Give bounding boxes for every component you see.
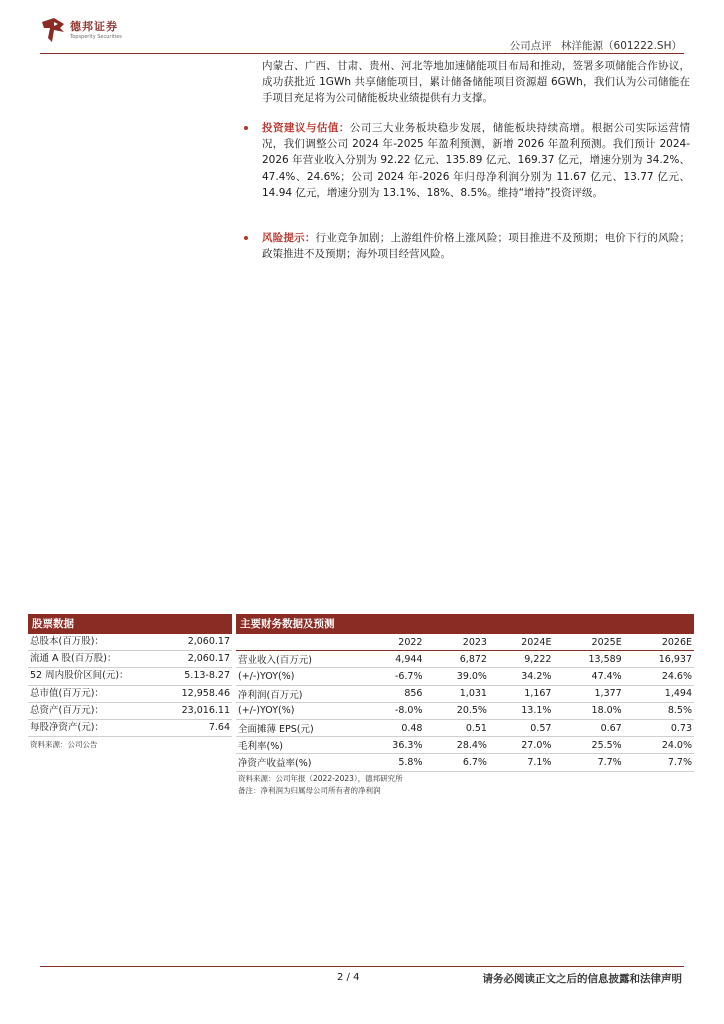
table-cell: 7.7% <box>624 754 694 771</box>
table-row-label: 全面摊薄 EPS(元) <box>236 719 360 736</box>
stock-row-value: 2,060.17 <box>187 636 230 647</box>
risk-warning-text: 行业竞争加剧；上游组件价格上涨风险；项目推进不及预期；电价下行的风险；政策推进不及预期；海外项目经营风险。 <box>262 232 691 261</box>
table-row <box>236 668 694 685</box>
table-cell: 28.4% <box>424 737 488 754</box>
stock-row <box>28 703 232 720</box>
table-row <box>236 754 694 771</box>
table-row <box>236 702 694 719</box>
table-cell: 1,494 <box>624 685 694 702</box>
table-cell: 13,589 <box>553 651 623 668</box>
financial-forecast-title: 主要财务数据及预测 <box>236 614 694 634</box>
report-type: 公司点评 <box>509 40 552 52</box>
company-logo <box>40 16 150 50</box>
table-cell: 24.0% <box>624 737 694 754</box>
stock-row-value: 7.64 <box>208 721 230 733</box>
footer-divider <box>40 966 684 967</box>
table-cell: 8.5% <box>624 702 694 719</box>
stock-row <box>28 668 232 685</box>
intro-paragraph: 内蒙古、广西、甘肃、贵州、河北等地加速储能项目布局和推动，签署多项储能合作协议，成功获批近 1GWh 共享储能项目，累计储备储能项目资源超 6GWh，我们认为公司储能在手项目充足将为公司储能板块业绩提供有力支撑。 <box>262 60 690 105</box>
table-cell: 0.51 <box>424 719 488 736</box>
table-cell: 0.73 <box>624 719 694 736</box>
table-cell: 1,377 <box>553 685 623 702</box>
table-header-cell: 2022 <box>360 634 424 651</box>
stock-row <box>28 634 232 651</box>
table-cell: 24.6% <box>624 668 694 685</box>
table-cell: 27.0% <box>489 737 553 754</box>
stock-data-panel <box>28 614 232 750</box>
table-cell: 25.5% <box>553 737 623 754</box>
stock-row <box>28 651 232 668</box>
investment-advice-title: 投资建议与估值： <box>262 122 350 134</box>
company-name: 林洋能源（601222.SH） <box>561 40 682 52</box>
logo-text-en: Topsperity Securities <box>70 34 122 40</box>
table-cell: 39.0% <box>424 668 488 685</box>
table-cell: 1,167 <box>489 685 553 702</box>
investment-advice-text: 公司三大业务板块稳步发展，储能板块持续高增。根据公司实际运营情况，我们调整公司 2024 年-2025 年盈利预测，新增 2026 年盈利预测。我们预计 2024-2026 年营业收入分别为 92.22 亿元、135.89 亿元、169.37 亿元，增速分别为 34.2%、47.4%、24.6%；公司 2024 年-2026 年归母净利润分别为 11.67 亿元、13.77 亿元、14.94 亿元，增速分别为 13.1%、18%、8.5%。维持“增持”投资评级。 <box>262 122 691 199</box>
table-header-cell: 2026E <box>624 634 694 651</box>
investment-advice-section <box>244 120 690 201</box>
table-cell: 0.57 <box>489 719 553 736</box>
bullet-icon <box>244 236 248 240</box>
table-header-cell: 2024E <box>489 634 553 651</box>
table-header-cell <box>236 634 360 651</box>
table-header-row <box>236 634 694 651</box>
table-cell: 4,944 <box>360 651 424 668</box>
risk-warning-title: 风险提示： <box>262 232 316 244</box>
table-cell: 36.3% <box>360 737 424 754</box>
table-row-label: (+/-)YOY(%) <box>236 668 360 685</box>
risk-warning-section <box>244 230 690 262</box>
stock-row-label: 总资产(百万元)： <box>30 704 104 716</box>
table-cell: 20.5% <box>424 702 488 719</box>
table-row-label: (+/-)YOY(%) <box>236 702 360 719</box>
page-number: 2 / 4 <box>337 972 360 983</box>
report-header <box>504 38 682 53</box>
stock-row <box>28 686 232 703</box>
table-row <box>236 651 694 668</box>
stock-row-label: 总市值(百万元)： <box>30 687 104 699</box>
financial-table <box>236 634 694 772</box>
table-row <box>236 737 694 754</box>
table-cell: 5.8% <box>360 754 424 771</box>
stock-row-label: 每股净资产(元)： <box>30 721 104 733</box>
stock-row-value: 5.13-8.27 <box>184 670 230 682</box>
logo-text-cn: 德邦证券 <box>70 20 118 33</box>
stock-row <box>28 720 232 737</box>
table-row-label: 净利润(百万元) <box>236 685 360 702</box>
table-cell: -8.0% <box>360 702 424 719</box>
stock-row-label: 52 周内股价区间(元)： <box>30 670 129 682</box>
table-cell: 1,031 <box>424 685 488 702</box>
stock-row-value: 2,060.17 <box>187 653 230 665</box>
header-divider <box>40 53 684 54</box>
stock-row-value: 12,958.46 <box>181 687 230 699</box>
bullet-icon <box>244 126 248 130</box>
table-cell: 0.67 <box>553 719 623 736</box>
table-cell: 0.48 <box>360 719 424 736</box>
table-header-cell: 2023 <box>424 634 488 651</box>
table-cell: 6.7% <box>424 754 488 771</box>
table-header-cell: 2025E <box>553 634 623 651</box>
table-row-label: 净资产收益率(%) <box>236 754 360 771</box>
financial-forecast-panel <box>236 614 694 796</box>
table-cell: 13.1% <box>489 702 553 719</box>
financial-source: 资料来源：公司年报（2022-2023），德邦研究所 <box>238 773 403 783</box>
logo-emblem-icon <box>40 16 66 46</box>
table-cell: 6,872 <box>424 651 488 668</box>
stock-row-value: 23,016.11 <box>181 704 230 716</box>
table-cell: 18.0% <box>553 702 623 719</box>
table-cell: -6.7% <box>360 668 424 685</box>
table-cell: 9,222 <box>489 651 553 668</box>
table-row-label: 毛利率(%) <box>236 737 360 754</box>
table-row-label: 营业收入(百万元) <box>236 651 360 668</box>
table-row <box>236 719 694 736</box>
stock-data-source: 资料来源：公司公告 <box>30 740 98 750</box>
stock-row-label: 总股本(百万股)： <box>30 636 104 647</box>
table-cell: 856 <box>360 685 424 702</box>
table-cell: 7.7% <box>553 754 623 771</box>
table-row <box>236 685 694 702</box>
table-cell: 7.1% <box>489 754 553 771</box>
table-cell: 47.4% <box>553 668 623 685</box>
stock-row-label: 流通 A 股(百万股)： <box>30 653 117 665</box>
footer-disclaimer: 请务必阅读正文之后的信息披露和法律声明 <box>482 973 682 985</box>
table-cell: 34.2% <box>489 668 553 685</box>
financial-note: 备注：净利润为归属母公司所有者的净利润 <box>238 785 381 795</box>
stock-data-title: 股票数据 <box>28 614 232 634</box>
table-cell: 16,937 <box>624 651 694 668</box>
